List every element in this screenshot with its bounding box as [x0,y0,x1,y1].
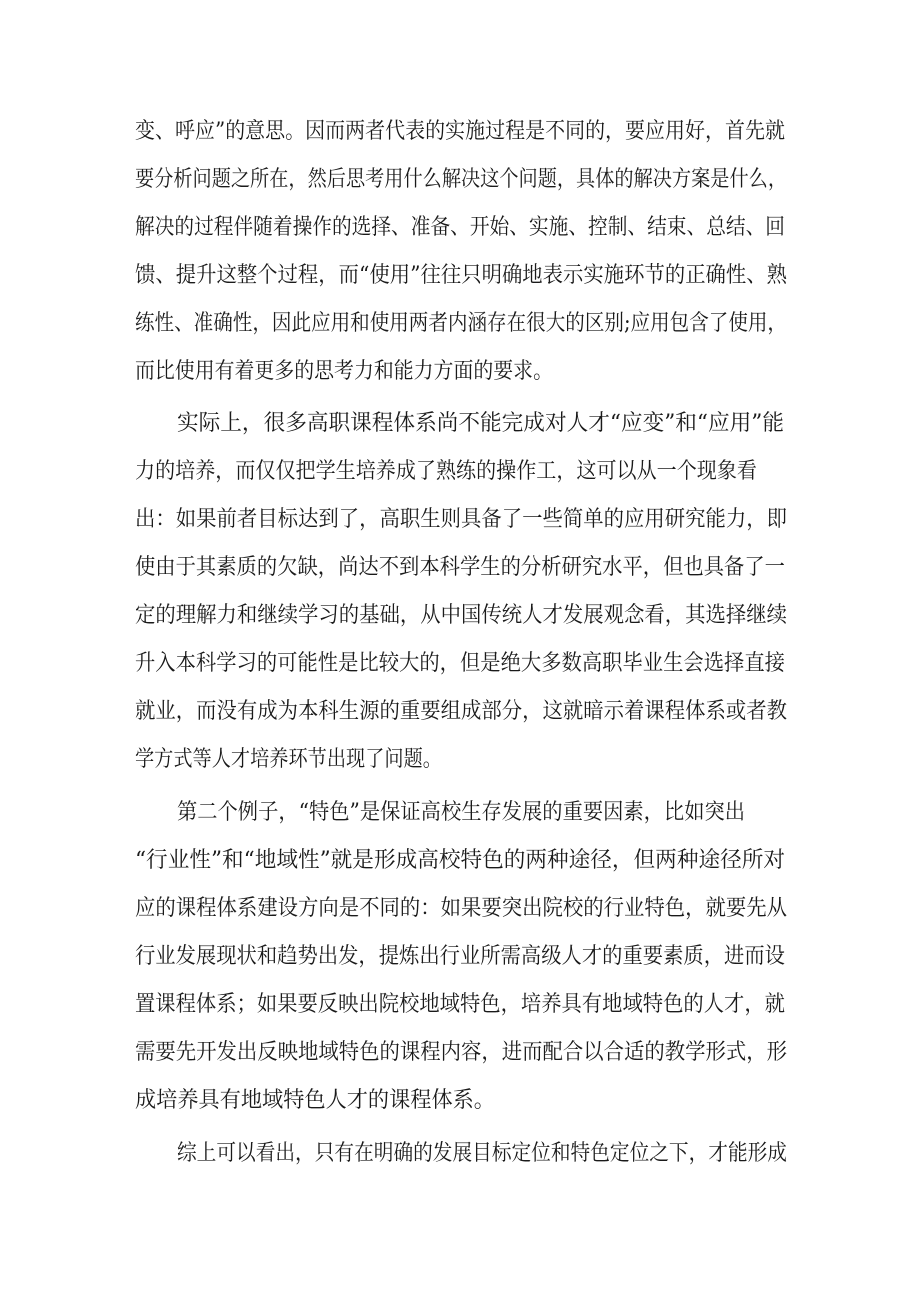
text-line: 升入本科学习的可能性是比较大的，但是绝大多数高职毕业生会选择直接 [135,651,785,676]
text-line: 第二个例子，“特色”是保证高校生存发展的重要因素，比如突出 [177,800,745,825]
text-line: 力的培养，而仅仅把学生培养成了熟练的操作工，这可以从一个现象看 [135,459,757,484]
text-line: 置课程体系；如果要反映出院校地域特色，培养具有地域特色的人才，就 [135,992,785,1017]
text-line: 而比使用有着更多的思考力和能力方面的要求。 [135,359,553,384]
text-line: 出：如果前者目标达到了，高职生则具备了一些简单的应用研究能力，即 [135,507,787,532]
text-line: 解决的过程伴随着操作的选择、准备、开始、实施、控制、结束、总结、回 [135,215,785,240]
text-line: 变、呼应”的意思。因而两者代表的实施过程是不同的，要应用好，首先就 [135,119,785,144]
text-line: 定的理解力和继续学习的基础，从中国传统人才发展观念看，其选择继续 [135,603,787,628]
text-line: 学方式等人才培养环节出现了问题。 [135,747,442,772]
text-line: 行业发展现状和趋势出发，提炼出行业所需高级人才的重要素质，进而设 [135,944,785,969]
text-line: 应的课程体系建设方向是不同的：如果要突出院校的行业特色，就要先从 [135,896,787,921]
text-line: 馈、提升这整个过程，而“使用”往往只明确地表示实施环节的正确性、熟 [135,263,787,288]
text-line: 实际上，很多高职课程体系尚不能完成对人才“应变”和“应用”能 [177,411,784,436]
text-line: 综上可以看出，只有在明确的发展目标定位和特色定位之下，才能形成 [177,1141,787,1166]
text-line: 使由于其素质的欠缺，尚达不到本科学生的分析研究水平，但也具备了一 [135,555,785,580]
text-line: 要分析问题之所在，然后思考用什么解决这个问题，具体的解决方案是什么， [135,167,787,192]
text-line: 就业，而没有成为本科生源的重要组成部分，这就暗示着课程体系或者教 [135,699,787,724]
text-line: 需要先开发出反映地域特色的课程内容，进而配合以合适的教学形式，形 [135,1040,787,1065]
text-line: 成培养具有地域特色人才的课程体系。 [135,1088,495,1113]
text-line: 练性、准确性，因此应用和使用两者内涵存在很大的区别;应用包含了使用， [135,311,787,336]
text-line: “行业性”和“地域性”就是形成高校特色的两种途径，但两种途径所对 [135,848,785,873]
